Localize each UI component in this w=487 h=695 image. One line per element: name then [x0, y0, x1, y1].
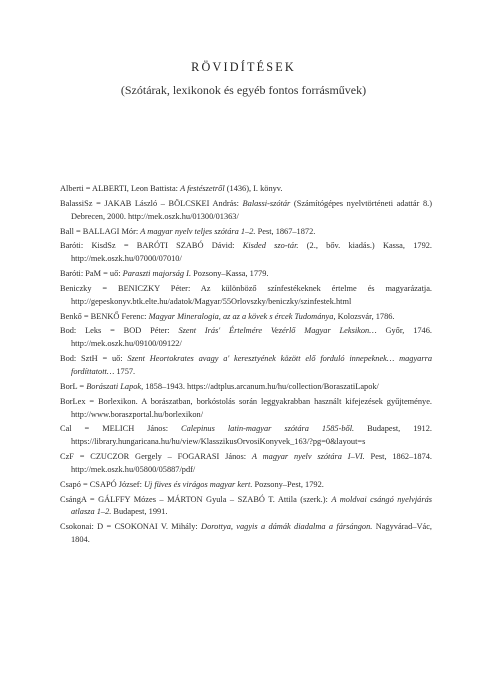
entry-title-italic: Uj füves és virágos magyar kert. [143, 479, 253, 489]
entry-text: CsángA = GÁLFFY Mózes – MÁRTON Gyula – SZABÓ T. Attila (szerk.): [60, 494, 332, 504]
entry-title-italic: Borászati Lapok [86, 381, 142, 391]
entry-title-italic: Paraszti majorság I. [122, 269, 192, 279]
entry-title-italic: Magyar Mineralogia, az az a kövek s ércek Tudománya [148, 311, 334, 321]
entry-text: (Számítógépes nyelvtörténeti adattár 8.) Debrecen, 2000. http://mek.oszk.hu/01300/01363/ [71, 198, 432, 221]
entry-text: Csapó = CSAPÓ József: [60, 479, 144, 489]
abbreviation-entry [60, 283, 432, 309]
entry-text: Bod: SztH = uő: [60, 354, 128, 364]
entry-text: (1436), I. könyv. [224, 184, 283, 193]
entry-text: Győr, 1746. http://mek.oszk.hu/09100/09122/ [71, 326, 432, 349]
abbreviation-entry [60, 494, 432, 520]
abbreviation-entry [60, 353, 432, 379]
entry-text: CzF = CZUCZOR Gergely – FOGARASI János: [60, 452, 252, 462]
entry-text: BorLex = Borlexikon. A borászatban, borkóstolás során leggyakrabban használt kifejezések gyűjteménye. http://www.boraszportal.hu/borlexikon/ [60, 396, 432, 419]
abbreviation-entry [60, 521, 432, 547]
entry-text: (2., bőv. kiadás.) Kassa, 1792. http://mek.oszk.hu/07000/07010/ [71, 241, 433, 264]
abbreviation-entry [60, 268, 432, 281]
entry-title-italic: A magyar nyelv teljes szótára 1–2. [140, 226, 256, 236]
abbreviation-entry [60, 325, 432, 351]
entry-title-italic: Szent Irás' Értelmére Vezérlő Magyar Leksikon… [178, 326, 377, 336]
abbreviation-entry [60, 311, 432, 324]
abbreviation-entry [60, 198, 432, 224]
entry-title-italic: Balassi-szótár [242, 198, 291, 208]
entry-text: BalassiSz = JAKAB László – BÖLCSKEI András: [60, 198, 243, 208]
entry-text: Csokonai: D = CSOKONAI V. Mihály: [60, 522, 202, 532]
entry-text: Beniczky = BENICZKY Péter: Az különböző színfestékeknek értelme és magyarázatja. http://gepeskonyv.btk.elte.hu/adatok/Magyar/55Orlovszky/beniczky/szinfestek.html [60, 283, 432, 306]
abbreviation-entry [60, 226, 432, 239]
abbreviation-entry [60, 423, 432, 449]
entry-text: Baróti: KisdSz = BARÓTI SZABÓ Dávid: [60, 241, 243, 251]
entry-text: Baróti: PaM = uő: [60, 269, 123, 279]
entry-title-italic: Dorottya, vagyis a dámák diadalma a fársángon. [201, 522, 373, 532]
entry-title-italic: Kisded szo-tár. [242, 241, 299, 251]
section-title: RÖVIDÍTÉSEK [191, 60, 296, 74]
entry-title-italic: Calepinus latin-magyar szótára 1585-ből. [181, 424, 355, 434]
entry-text: Ball = BALLAGI Mór: [60, 226, 141, 236]
entry-text: , Kolozsvár, 1786. [333, 311, 395, 321]
entry-text: 1757. [114, 366, 136, 376]
entry-title-italic: Szent Heortokrates avagy a' keresztyének között elő forduló innepeknek… magyarra fordíttatott… [71, 354, 432, 376]
abbreviation-entry [60, 183, 432, 196]
abbreviation-list [60, 183, 432, 547]
entry-text: Pest, 1867–1872. [255, 226, 316, 236]
entry-text: Cal = MELICH János: [60, 424, 182, 434]
entry-text: Pozsony–Kassa, 1779. [191, 269, 269, 279]
entry-text: BorL = [60, 381, 87, 391]
section-subtitle: (Szótárak, lexikonok és egyéb fontos forrásművek) [120, 83, 367, 97]
abbreviation-entry [60, 396, 432, 422]
entry-text: Budapest, 1912. https://library.hungaricana.hu/hu/view/KlasszikusOrvosiKonyvek_163/?pg=0&layout=s [71, 424, 432, 447]
abbreviation-entry [60, 479, 432, 492]
entry-title-italic: A moldvai csángó nyelvjárás atlasza 1–2. [71, 494, 432, 517]
entry-title-italic: A festészetről [180, 184, 225, 193]
entry-text: Nagyvárad–Vác, 1804. [71, 522, 432, 545]
abbreviation-entry [60, 381, 432, 394]
abbreviation-entry [60, 240, 432, 266]
entry-text: Pest, 1862–1874. http://mek.oszk.hu/05800/05887/pdf/ [71, 452, 433, 474]
entry-text: , 1858–1943. https://adtplus.arcanum.hu/hu/collection/BoraszatiLapok/ [141, 381, 379, 391]
entry-text: Pozsony–Pest, 1792. [252, 479, 324, 489]
entry-text: Alberti = ALBERTI, Leon Battista: [60, 184, 181, 193]
entry-title-italic: A magyar nyelv szótára I–VI. [251, 452, 365, 462]
entry-text: Benkő = BENKŐ Ferenc: [60, 311, 149, 321]
entry-text: Bod: Leks = BOD Péter: [60, 326, 179, 336]
abbreviation-entry [60, 451, 432, 477]
entry-text: Budapest, 1991. [111, 507, 168, 517]
